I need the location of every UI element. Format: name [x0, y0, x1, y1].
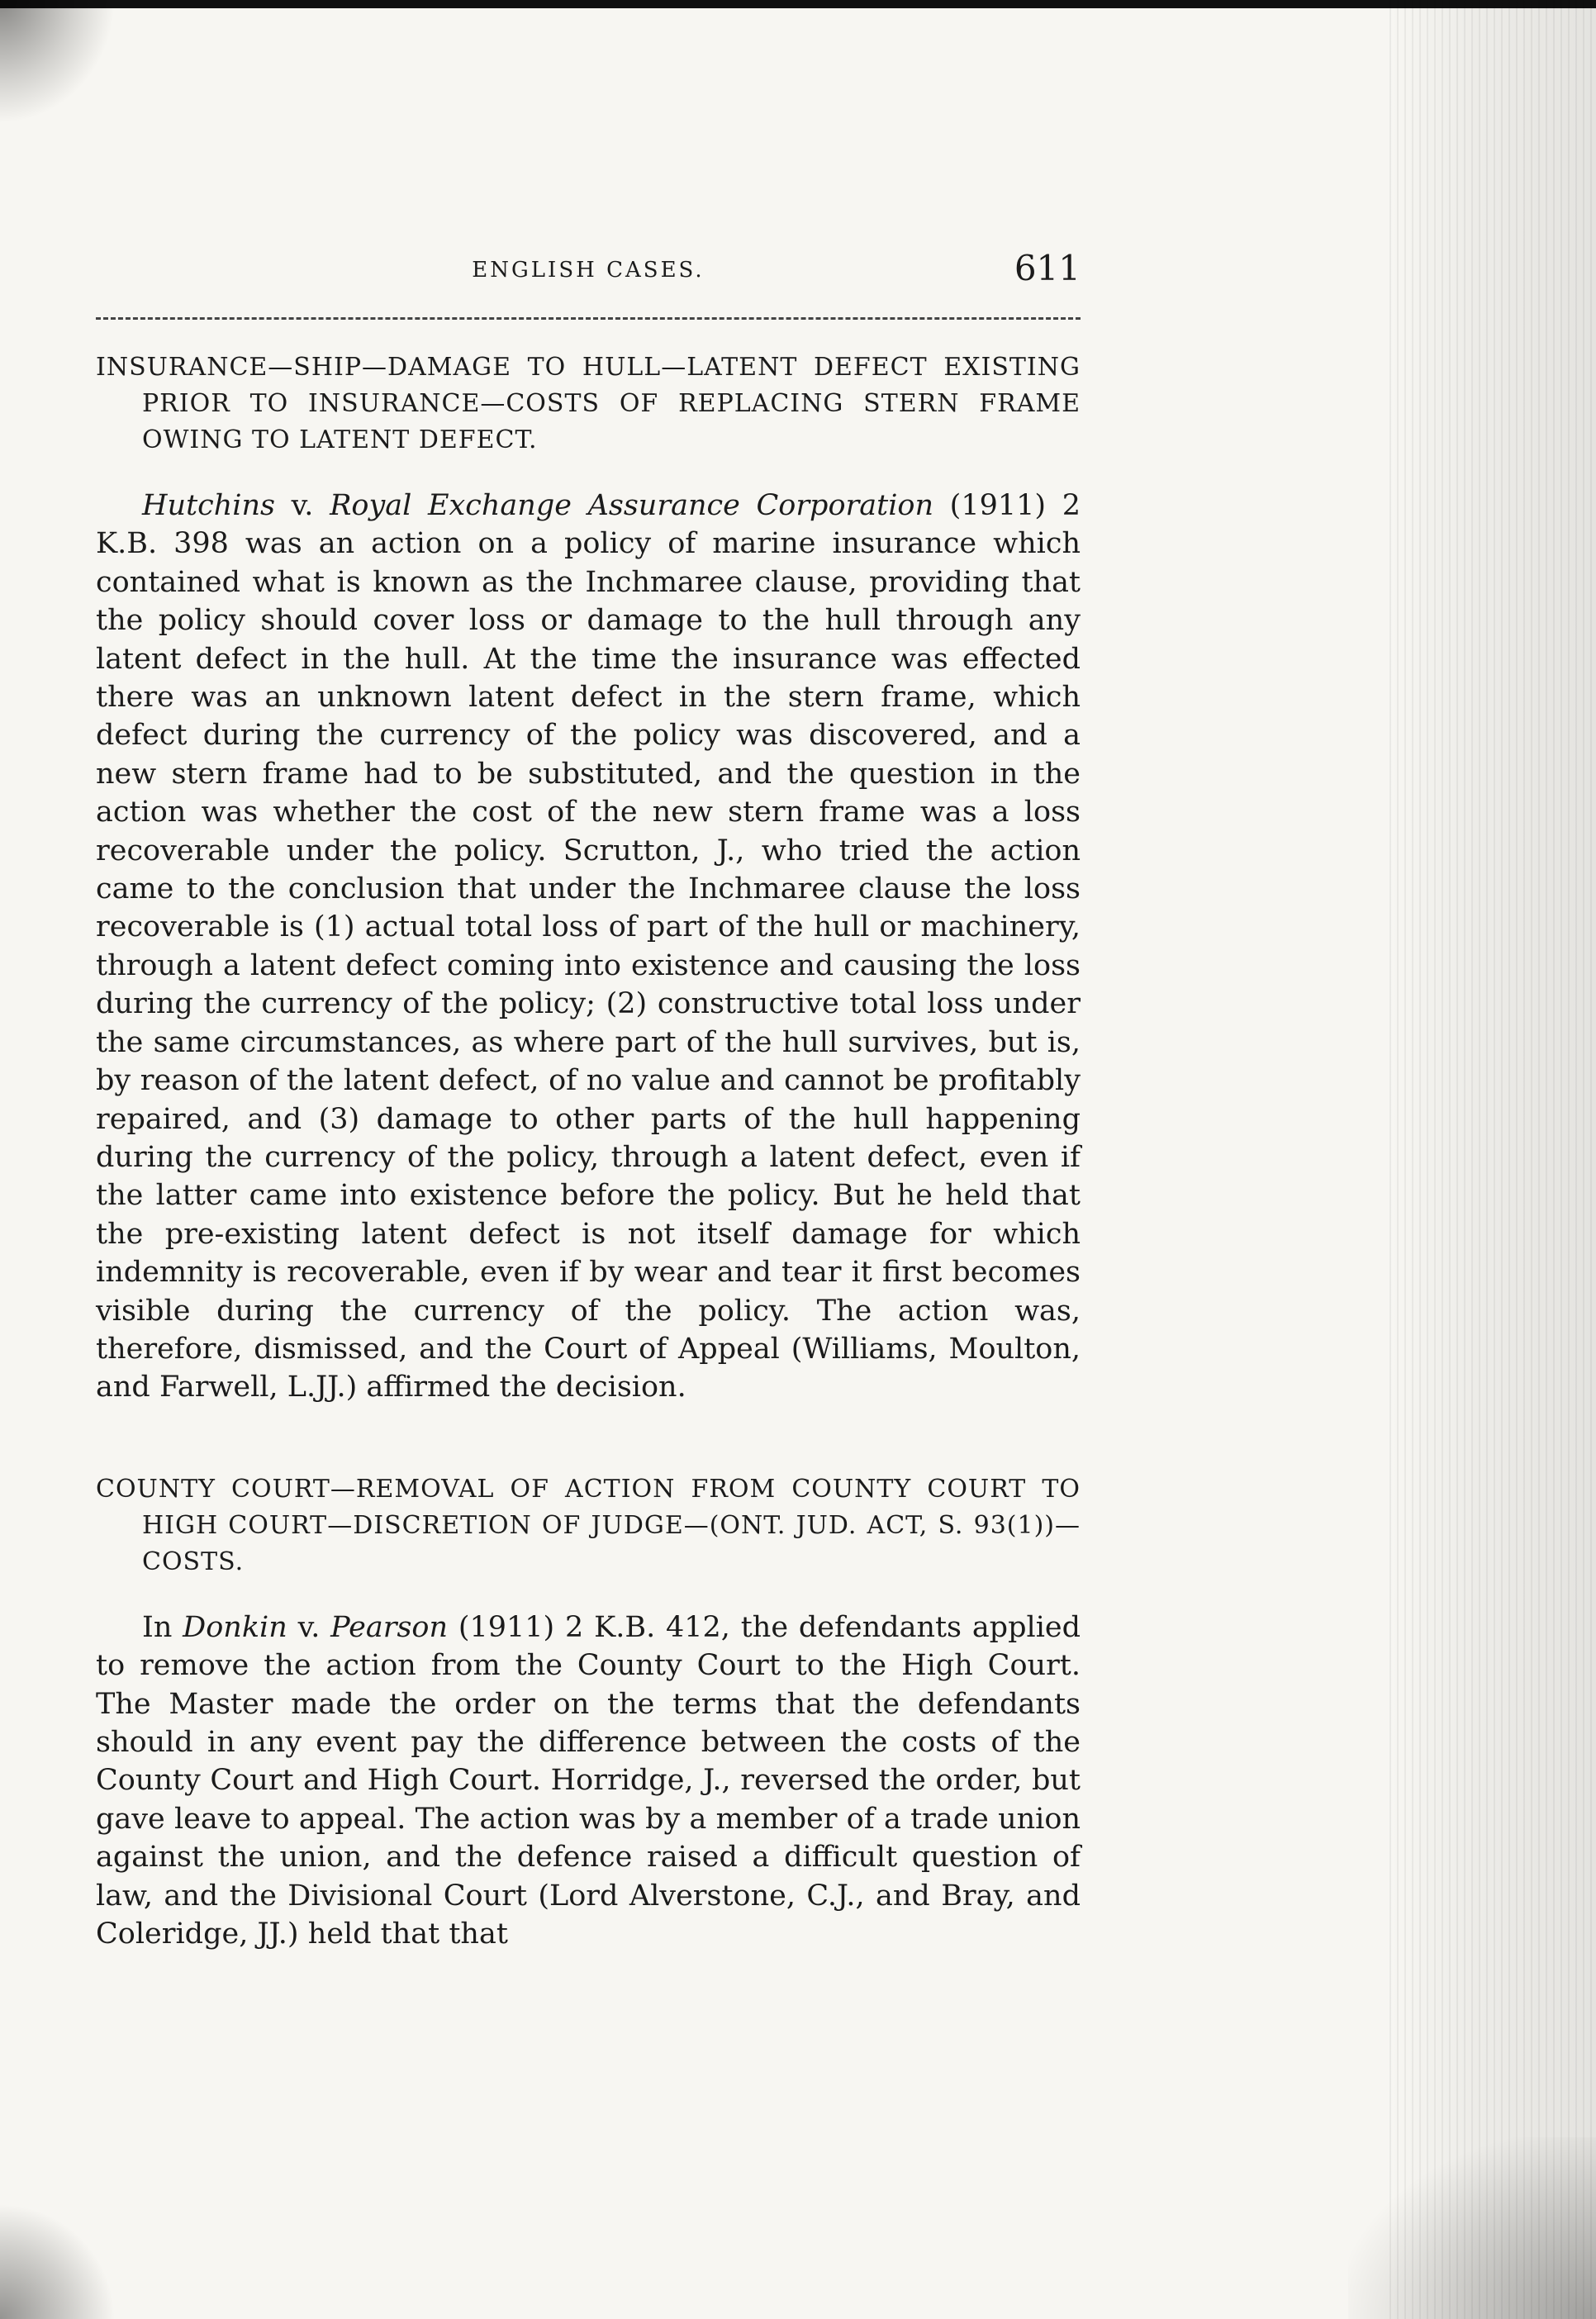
case-body: (1911) 2 K.B. 398 was an action on a policy of marine insurance which contained what is known as the Inchmaree clause, providing that the policy should cover loss or damage to the hull through any latent defect in the hull. At the time the insurance was effected there was an unknown latent defect in the stern frame, which defect during the currency of the policy was discovered, and a new stern frame had to be substituted, and the question in the action was whether the cost of the new stern frame was a loss recoverable under the policy. Scrutton, J., who tried the action came to the conclusion that under the Inchmaree clause the loss recoverable is (1) actual total loss of part of the hull or machinery, through a latent defect coming into existence and causing the loss during the currency of the policy; (2) constructive total loss under the same circumstances, as where part of the hull survives, but is, by reason of the latent defect, of no value and cannot be profitably repaired, and (3) damage to other parts of the hull happening during the currency of the policy, through a latent defect, even if the latter came into existence before the policy. But he held that the pre-existing latent defect is not itself damage for which indemnity is recoverable, even if by wear and tear it first becomes visible during the currency of the policy. The action was, therefore, dismissed, and the Court of Appeal (Williams, Moulton, and Farwell, L.JJ.) affirmed the decision.	[96, 489, 1081, 1404]
header-rule	[96, 317, 1081, 320]
scan-top-edge	[0, 0, 1596, 8]
page-number: 611	[1014, 248, 1081, 288]
case-versus: v.	[287, 1610, 331, 1644]
case-body: (1911) 2 K.B. 412, the defendants applied to remove the action from the County Court to the High Court. The Master made the order on the terms that the defendants should in any event pay the difference between the costs of the County Court and High Court. Horridge, J., reversed the order, but gave leave to appeal. The action was by a member of a trade union against the union, and the defence raised a difficult question of law, and the Divisional Court (Lord Alverstone, C.J., and Bray, and Coleridge, JJ.) held that that	[96, 1610, 1081, 1951]
scan-corner-shadow	[0, 2203, 116, 2319]
case-summary-donkin	[96, 1609, 1081, 1954]
running-head: ENGLISH CASES.	[472, 258, 705, 283]
case-party-2: Pearson	[330, 1610, 449, 1644]
case-versus: v.	[274, 489, 330, 522]
scan-right-edge	[1389, 0, 1596, 2319]
headnote-insurance: INSURANCE—SHIP—DAMAGE TO HULL—LATENT DEFECT EXISTING PRIOR TO INSURANCE—COSTS OF REPLACING STERN FRAME OWING TO LATENT DEFECT.	[96, 353, 1081, 454]
scan-corner-shadow	[0, 0, 116, 124]
case-party-1: Donkin	[183, 1610, 287, 1644]
headnote-county-court: COUNTY COURT—REMOVAL OF ACTION FROM COUNTY COURT TO HIGH COURT—DISCRETION OF JUDGE—(ONT. JUD. ACT, S. 93(1))—COSTS.	[96, 1474, 1081, 1576]
case-party-1: Hutchins	[142, 489, 275, 522]
page-header	[96, 248, 1081, 297]
case-party-2: Royal Exchange Assurance Corporation	[330, 489, 933, 522]
case-intro: In	[142, 1610, 183, 1644]
page-content	[96, 248, 1081, 1982]
case-summary-hutchins	[96, 487, 1081, 1407]
